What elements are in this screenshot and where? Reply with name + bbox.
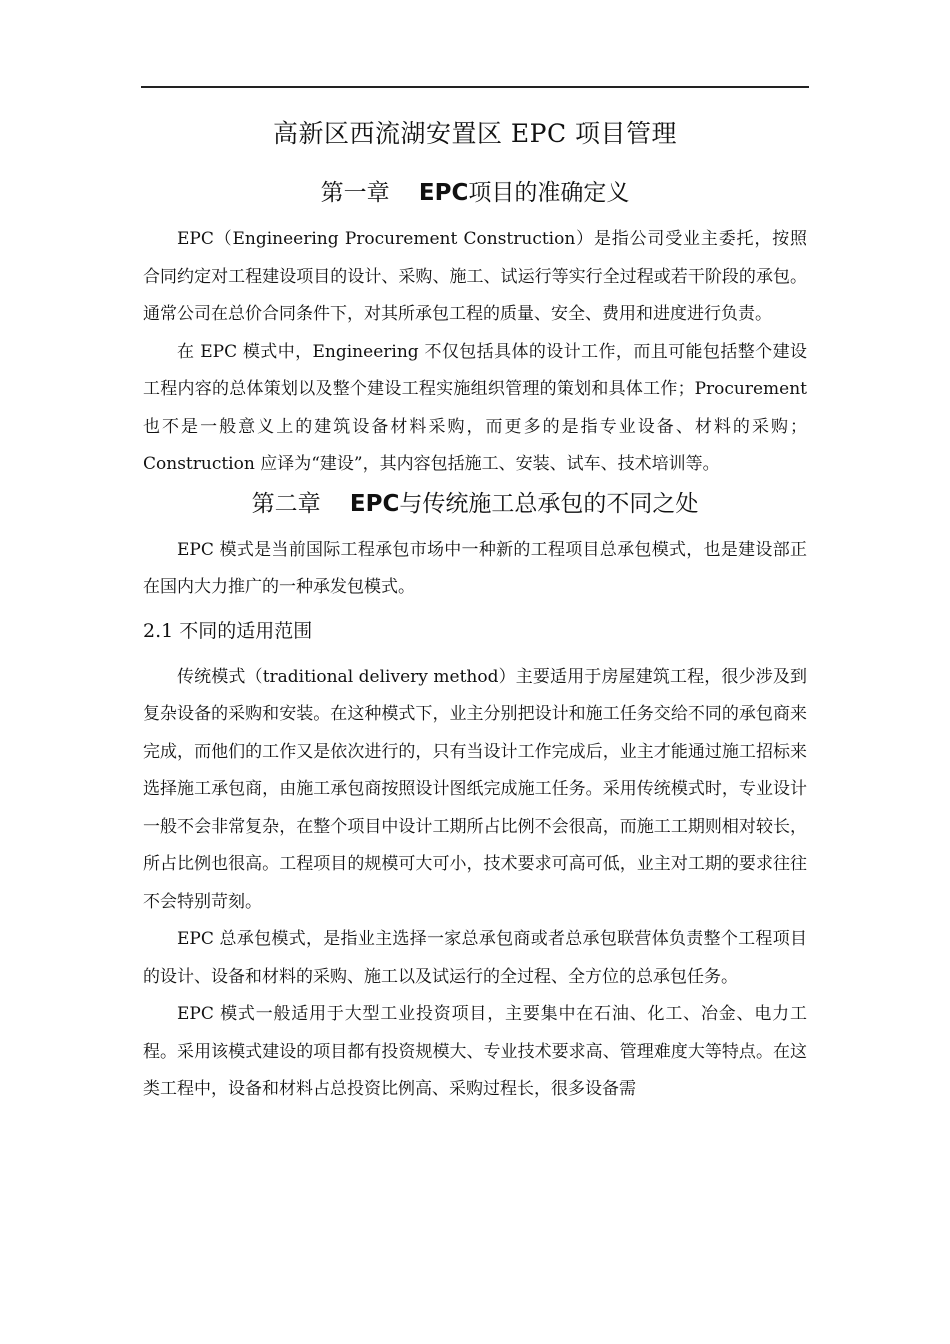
- chapter-1-heading: [143, 173, 807, 213]
- paragraph: EPC（Engineering Procurement Construction）是指公司受业主委托，按照合同约定对工程建设项目的设计、采购、施工、试运行等实行全过程或若干阶段的承包。通常公司在总价合同条件下，对其所承包工程的质量、安全、费用和进度进行负责。: [143, 229, 807, 324]
- chapter-2-heading: [143, 484, 807, 524]
- chapter-2-epc: EPC: [349, 490, 400, 517]
- paragraph: EPC 模式一般适用于大型工业投资项目，主要集中在石油、化工、冶金、电力工程。采用该模式建设的项目都有投资规模大、专业技术要求高、管理难度大等特点。在这类工程中，设备和材料占总投资比例高、采购过程长，很多设备需: [143, 1004, 807, 1099]
- chapter-2-title: 与传统施工总承包的不同之处: [399, 490, 699, 517]
- paragraph: EPC 总承包模式，是指业主选择一家总承包商或者总承包联营体负责整个工程项目的设计、设备和材料的采购、施工以及试运行的全过程、全方位的总承包任务。: [143, 929, 807, 987]
- paragraph: 在 EPC 模式中，Engineering 不仅包括具体的设计工作，而且可能包括整个建设工程内容的总体策划以及整个建设工程实施组织管理的策划和具体工作；Procurement 也不是一般意义上的建筑设备材料采购，而更多的是指专业设备、材料的采购；Construction 应译为“建设”，其内容包括施工、安装、试车、技术培训等。: [143, 341, 807, 474]
- paragraph: 传统模式（traditional delivery method）主要适用于房屋建筑工程，很少涉及到复杂设备的采购和安装。在这种模式下，业主分别把设计和施工任务交给不同的承包商来完成，而他们的工作又是依次进行的，只有当设计工作完成后，业主才能通过施工招标来选择施工承包商，由施工承包商按照设计图纸完成施工任务。采用传统模式时，专业设计一般不会非常复杂，在整个项目中设计工期所占比例不会很高，而施工工期则相对较长，所占比例也很高。工程项目的规模可大可小，技术要求可高可低，业主对工期的要求往往不会特别苛刻。: [143, 666, 807, 912]
- document-body: [143, 112, 807, 1109]
- document-title: 高新区西流湖安置区 EPC 项目管理: [272, 119, 678, 148]
- chapter-1-prefix: 第一章: [320, 180, 419, 206]
- section-2-1-heading: 2.1 不同的适用范围: [143, 619, 313, 642]
- chapter-1-title: 项目的准确定义: [468, 180, 630, 206]
- paragraph: EPC 模式是当前国际工程承包市场中一种新的工程项目总承包模式，也是建设部正在国内大力推广的一种承发包模式。: [143, 539, 807, 597]
- header-rule: [141, 86, 809, 88]
- chapter-2-prefix: 第二章: [251, 490, 350, 517]
- chapter-1-epc: EPC: [418, 180, 469, 206]
